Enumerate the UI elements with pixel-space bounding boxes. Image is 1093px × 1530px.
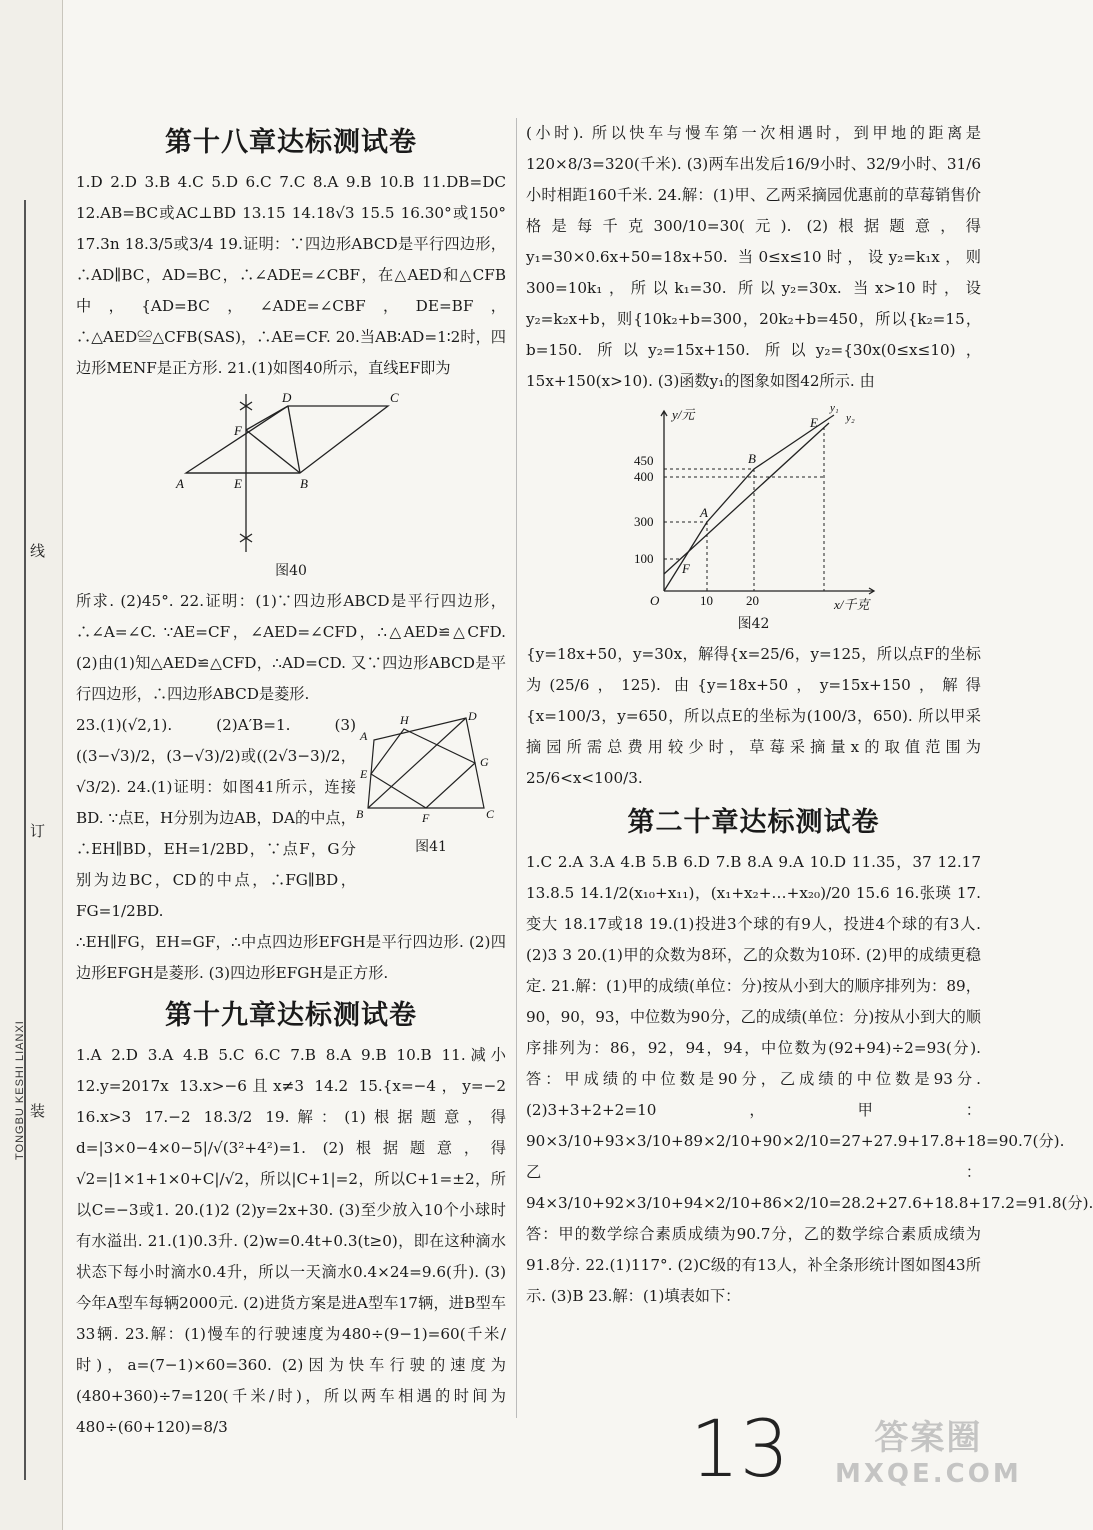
chapter18-answers-3: 23.(1)(√2,1). (2)A′B=1. (3)((3−√3)/2，(3−√3)/2)或((2√3−3)/2，√3/2). 24.(1)证明：如图41所示，连接BD. ∵点E，H分别为边AB，DA的中点，∴EH∥BD，EH=1/2BD，∵点F，G分别为边BC，CD的中点，∴FG∥BD，FG=1/2BD.: [76, 716, 356, 920]
fig42-axis-x: x/千克: [833, 597, 869, 612]
figure-42-caption: 图42: [737, 616, 770, 632]
fig42-series-y2: y₂: [845, 412, 855, 424]
figure-41-caption: 图41: [415, 839, 447, 855]
binding-margin: [0, 0, 63, 1530]
fig42-point-f: F: [681, 561, 690, 576]
fig40-label-d: D: [282, 390, 292, 405]
handwritten-page-number: 13: [690, 1405, 790, 1495]
fig42-xtick-20: 20: [745, 593, 759, 608]
figure-41-wrap: [356, 710, 506, 862]
fig42-ytick-400: 400: [633, 469, 653, 484]
spine-text: TONGBU KESHI LIANXI: [14, 1020, 26, 1160]
fig40-label-b: B: [300, 476, 308, 491]
watermark-title: 答案圈: [874, 1418, 983, 1458]
fig42-point-e: E: [809, 415, 818, 430]
fig41-label-b: B: [356, 807, 364, 821]
watermark: [835, 1410, 1022, 1489]
fig42-point-a: A: [699, 505, 708, 520]
margin-mark-zhuang: 装: [30, 1102, 46, 1120]
chapter19-answers-cont2: {y=18x+50，y=30x，解得{x=25/6，y=125，所以点F的坐标为(25/6，125). 由{y=18x+50，y=15x+150，解得{x=100/3，y=650，所以点E的坐标为(100/3，650). 所以甲采摘园所需总费用较少时，草莓采摘量x的取值范围为25/6<x<100/3.: [526, 645, 981, 787]
chapter19-title: 第十九章达标测试卷: [165, 1000, 417, 1031]
chapter18-answers-4: ∴EH∥FG，EH=GF，∴中点四边形EFGH是平行四边形. (2)四边形EFGH是菱形. (3)四边形EFGH是正方形.: [76, 933, 506, 982]
chapter19-answers-cont: (小时). 所以快车与慢车第一次相遇时，到甲地的距离是120×8/3=320(千米). (3)两车出发后16/9小时、32/9小时、31/6小时相距160千米. 24.解：(1)甲、乙两采摘园优惠前的草莓销售价格是每千克300/10=30(元). (2)根据题意，得y₁=30×0.6x+50=18x+50. 当0≤x≤10时，设y₂=k₁x，则300=10k₁，所以k₁=30. 所以y₂=30x. 当x>10时，设y₂=k₂x+b，则{10k₂+b=300，20k₂+b=450，所以{k₂=15，b=150. 所以y₂=15x+150. 所以y₂={30x(0≤x≤10)，15x+150(x>10). (3)函数y₁的图象如图42所示. 由: [526, 124, 981, 390]
figure-41: [356, 710, 506, 830]
fig41-label-g: G: [480, 755, 489, 769]
chapter18-answers-1: 1.D 2.D 3.B 4.C 5.D 6.C 7.C 8.A 9.B 10.B 11.DB=DC 12.AB=BC或AC⊥BD 13.15 14.18√3 15.5 16.30°或150° 17.3n 18.3/5或3/4 19.证明：∵四边形ABCD是平行四边形，∴AD∥BC，AD=BC，∴∠ADE=∠CBF，在△AED和△CFB中，{AD=BC，∠ADE=∠CBF，DE=BF，∴△AED≌△CFB(SAS)，∴AE=CF. 20.当AB∶AD=1∶2时，四边形MENF是正方形. 21.(1)如图40所示，直线EF即为: [76, 173, 506, 377]
right-column: [526, 118, 1093, 1312]
chapter20-answers: 1.C 2.A 3.A 4.B 5.B 6.D 7.B 8.A 9.A 10.D 11.35，37 12.17 13.8.5 14.1/2(x₁₀+x₁₁)，(x₁+x₂+…+x₂₀)/20 15.6 16.张瑛 17.变大 18.17或18 19.(1)投进3个球的有9人，投进4个球的有3人. (2)3 3 20.(1)甲的众数为8环，乙的众数为10环. (2)甲的成绩更稳定. 21.解：(1)甲的成绩(单位：分)按从小到大的顺序排列为：89，90，90，93，中位数为90分，乙的成绩(单位：分)按从小到大的顺序排列为：86，92，94，94，中位数为(92+94)÷2=93(分). 答：甲成绩的中位数是90分，乙成绩的中位数是93分. (2)3+3+2+2=10，甲：90×3/10+93×3/10+89×2/10+90×2/10=27+27.9+17.8+18=90.7(分). 乙：94×3/10+92×3/10+94×2/10+86×2/10=28.2+27.6+18.8+17.2=91.8(分). 答：甲的数学综合素质成绩为90.7分，乙的数学综合素质成绩为91.8分. 22.(1)117°. (2)C级的有13人，补全条形统计图如图43所示. (3)B 23.解：(1)填表如下：: [526, 853, 1093, 1305]
fig42-xtick-10: 10: [699, 593, 713, 608]
fig41-label-c: C: [486, 807, 495, 821]
fig42-origin: O: [649, 593, 659, 608]
fig42-point-b: B: [747, 451, 756, 466]
fig40-label-c: C: [390, 390, 399, 405]
fig41-label-h: H: [400, 713, 409, 727]
fig42-ytick-300: 300: [633, 514, 653, 529]
fig41-label-a: A: [360, 729, 368, 743]
chapter19-answers: 1.A 2.D 3.A 4.B 5.C 6.C 7.B 8.A 9.B 10.B 11.减小 12.y=2017x 13.x>−6且x≠3 14.2 15.{x=−4，y=−2 16.x>3 17.−2 18.3/2 19.解：(1)根据题意，得d=|3×0−4×0−5|/√(3²+4²)=1. (2)根据题意，得√2=|1×1+1×0+C|/√2，所以|C+1|=2，所以C+1=±2，所以C=−3或1. 20.(1)2 (2)y=2x+30. (3)至少放入10个小球时有水溢出. 21.(1)0.3升. (2)w=0.4t+0.3(t≥0)，即在这种滴水状态下每小时滴水0.4升，所以一天滴水0.4×24=9.6(升). (3)今年A型车每辆2000元. (2)进货方案是进A型车17辆，进B型车33辆. 23.解：(1)慢车的行驶速度为480÷(9−1)=60(千米/时)，a=(7−1)×60=360. (2)因为快车行驶的速度为(480+360)÷7=120(千米/时)，所以两车相遇的时间为480÷(60+120)=8/3: [76, 1046, 506, 1436]
fig42-ytick-100: 100: [633, 551, 653, 566]
fig40-label-e: E: [234, 476, 242, 491]
margin-mark-ding: 订: [30, 822, 46, 840]
fig40-label-f: F: [234, 423, 242, 438]
chapter18-title: 第十八章达标测试卷: [165, 127, 417, 158]
fig41-label-e: E: [360, 767, 368, 781]
fig41-label-d: D: [468, 709, 477, 723]
column-divider: [516, 118, 517, 1418]
left-column: [76, 120, 506, 1443]
binding-line: [24, 200, 26, 1480]
figure-42: [624, 401, 884, 611]
margin-mark-xian: 线: [30, 542, 46, 560]
fig42-axis-y: y/元: [671, 407, 694, 422]
figure-40-caption: 图40: [275, 563, 307, 579]
fig42-series-y1: y₁: [829, 402, 839, 414]
chapter18-answers-2: 所求. (2)45°. 22.证明：(1)∵四边形ABCD是平行四边形，∴∠A=∠C. ∵AE=CF，∠AED=∠CFD，∴△AED≌△CFD. (2)由(1)知△AED≌△CFD，∴AD=CD. 又∵四边形ABCD是平行四边形，∴四边形ABCD是菱形.: [76, 592, 506, 703]
fig40-label-a: A: [176, 476, 184, 491]
figure-40: [176, 388, 406, 558]
fig42-ytick-450: 450: [633, 453, 653, 468]
watermark-url: MXQE.COM: [835, 1459, 1022, 1489]
chapter20-title: 第二十章达标测试卷: [627, 807, 880, 838]
q24-block: [76, 710, 506, 927]
fig41-label-f: F: [422, 811, 430, 825]
